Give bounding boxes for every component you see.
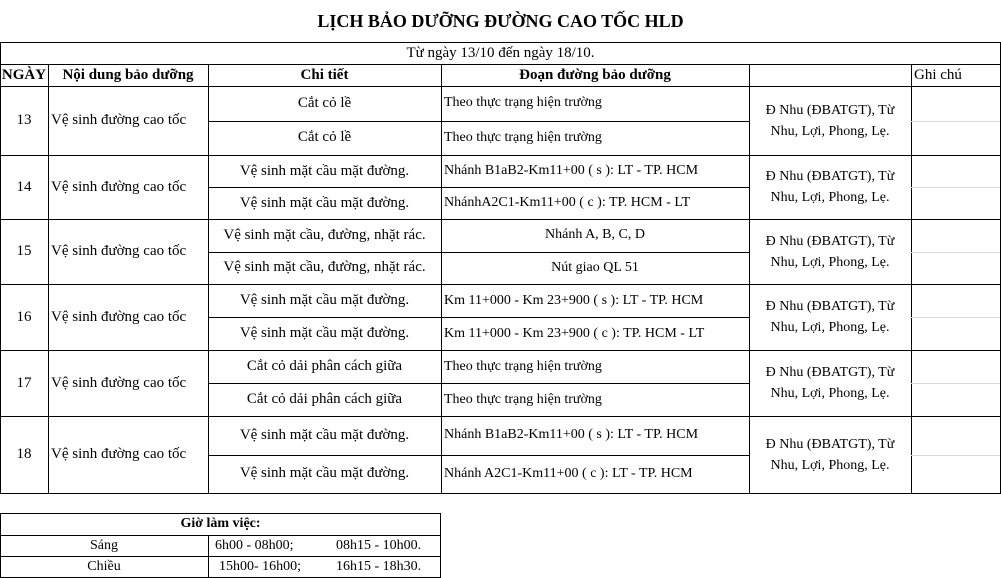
content-cell: Vệ sinh đường cao tốc [51, 243, 187, 259]
detail-cell: Vệ sinh mặt cầu mặt đường. [239, 465, 410, 482]
detail-cell: Vệ sinh mặt cầu mặt đường. [239, 426, 410, 443]
day-cell: 14 [16, 178, 32, 195]
content-cell: Vệ sinh đường cao tốc [51, 446, 187, 462]
note-divider [911, 187, 1000, 188]
note-divider [911, 121, 1000, 122]
staff-cell: Đ Nhu (ĐBATGT), Từ Nhu, Lợi, Phong, Lẹ. [765, 365, 895, 401]
content-cell: Vệ sinh đường cao tốc [51, 308, 187, 325]
detail-cell: Cắt cỏ lề [297, 129, 352, 146]
section-cell: Km 11+000 - Km 23+900 ( s ): LT - TP. HCM [444, 292, 704, 308]
row-border [0, 493, 1001, 494]
hours-afternoon-first: 15h00- 16h00; [219, 558, 302, 574]
detail-cell: Vệ sinh mặt cầu mặt đường. [239, 194, 410, 211]
header-content: Nội dung bảo dưỡng [62, 66, 194, 83]
hours-label-morning: Sáng [90, 537, 118, 553]
section-cell: Theo thực trạng hiện trường [444, 358, 602, 374]
column-border [911, 64, 912, 493]
detail-cell: Cắt cỏ dải phân cách giữa [246, 391, 403, 407]
detail-cell: Cắt cỏ lề [297, 94, 352, 111]
section-cell: Nút giao QL 51 [551, 259, 639, 275]
hours-label-afternoon: Chiều [87, 558, 121, 574]
note-divider [911, 317, 1000, 318]
header-note: Ghi chú [914, 66, 962, 83]
detail-cell: Vệ sinh mặt cầu mặt đường. [239, 292, 410, 308]
day-cell: 17 [16, 374, 32, 391]
staff-cell: Đ Nhu (ĐBATGT), Từ Nhu, Lợi, Phong, Lẹ. [765, 233, 895, 270]
staff-cell: Đ Nhu (ĐBATGT), Từ Nhu, Lợi, Phong, Lẹ. [765, 102, 895, 139]
page-title: LỊCH BẢO DƯỠNG ĐƯỜNG CAO TỐC HLD [317, 10, 684, 31]
section-cell: NhánhA2C1-Km11+00 ( c ): TP. HCM - LT [444, 195, 691, 210]
section-cell: Theo thực trạng hiện trường [444, 129, 602, 145]
header-section: Đoạn đường bảo dưỡng [519, 66, 671, 83]
day-cell: 16 [16, 308, 32, 325]
column-border [0, 42, 1, 64]
day-cell: 15 [16, 243, 32, 259]
note-divider [911, 455, 1000, 456]
day-cell: 18 [16, 446, 32, 462]
header-staff [749, 64, 911, 86]
detail-cell: Vệ sinh mặt cầu, đường, nhặt rác. [223, 259, 426, 276]
content-cell: Vệ sinh đường cao tốc [51, 112, 187, 128]
header-detail: Chi tiết [300, 66, 349, 83]
section-cell: Theo thực trạng hiện trường [444, 391, 602, 407]
hours-morning-first: 6h00 - 08h00; [215, 537, 294, 553]
section-cell: Km 11+000 - Km 23+900 ( c ): TP. HCM - LT [444, 325, 705, 341]
detail-cell: Cắt cỏ dải phân cách giữa [246, 358, 403, 374]
note-divider [911, 383, 1000, 384]
section-cell: Nhánh B1aB2-Km11+00 ( s ): LT - TP. HCM [444, 427, 699, 443]
day-cell: 13 [16, 112, 32, 128]
staff-cell: Đ Nhu (ĐBATGT), Từ Nhu, Lợi, Phong, Lẹ. [765, 299, 895, 335]
staff-cell: Đ Nhu (ĐBATGT), Từ Nhu, Lợi, Phong, Lẹ. [765, 169, 895, 205]
section-cell: Nhánh B1aB2-Km11+00 ( s ): LT - TP. HCM [444, 163, 699, 178]
working-hours-table [0, 513, 441, 578]
detail-cell: Vệ sinh mặt cầu mặt đường. [239, 325, 410, 341]
note-divider [911, 252, 1000, 253]
hours-title: Giờ làm việc: [180, 516, 261, 531]
header-day: NGÀY [1, 66, 47, 83]
content-cell: Vệ sinh đường cao tốc [51, 374, 187, 391]
section-cell: Nhánh A2C1-Km11+00 ( c ): LT - TP. HCM [444, 465, 693, 481]
section-cell: Nhánh A, B, C, D [545, 227, 645, 243]
hours-afternoon-second: 16h15 - 18h30. [336, 558, 422, 574]
staff-cell: Đ Nhu (ĐBATGT), Từ Nhu, Lợi, Phong, Lẹ. [765, 436, 895, 473]
hours-morning-second: 08h15 - 10h00. [336, 537, 422, 553]
hours-border-mid [208, 535, 209, 578]
content-cell: Vệ sinh đường cao tốc [51, 178, 187, 195]
section-cell: Theo thực trạng hiện trường [444, 95, 602, 111]
detail-cell: Vệ sinh mặt cầu, đường, nhặt rác. [223, 226, 426, 243]
date-range: Từ ngày 13/10 đến ngày 18/10. [406, 44, 595, 61]
detail-cell: Vệ sinh mặt cầu mặt đường. [239, 162, 410, 179]
